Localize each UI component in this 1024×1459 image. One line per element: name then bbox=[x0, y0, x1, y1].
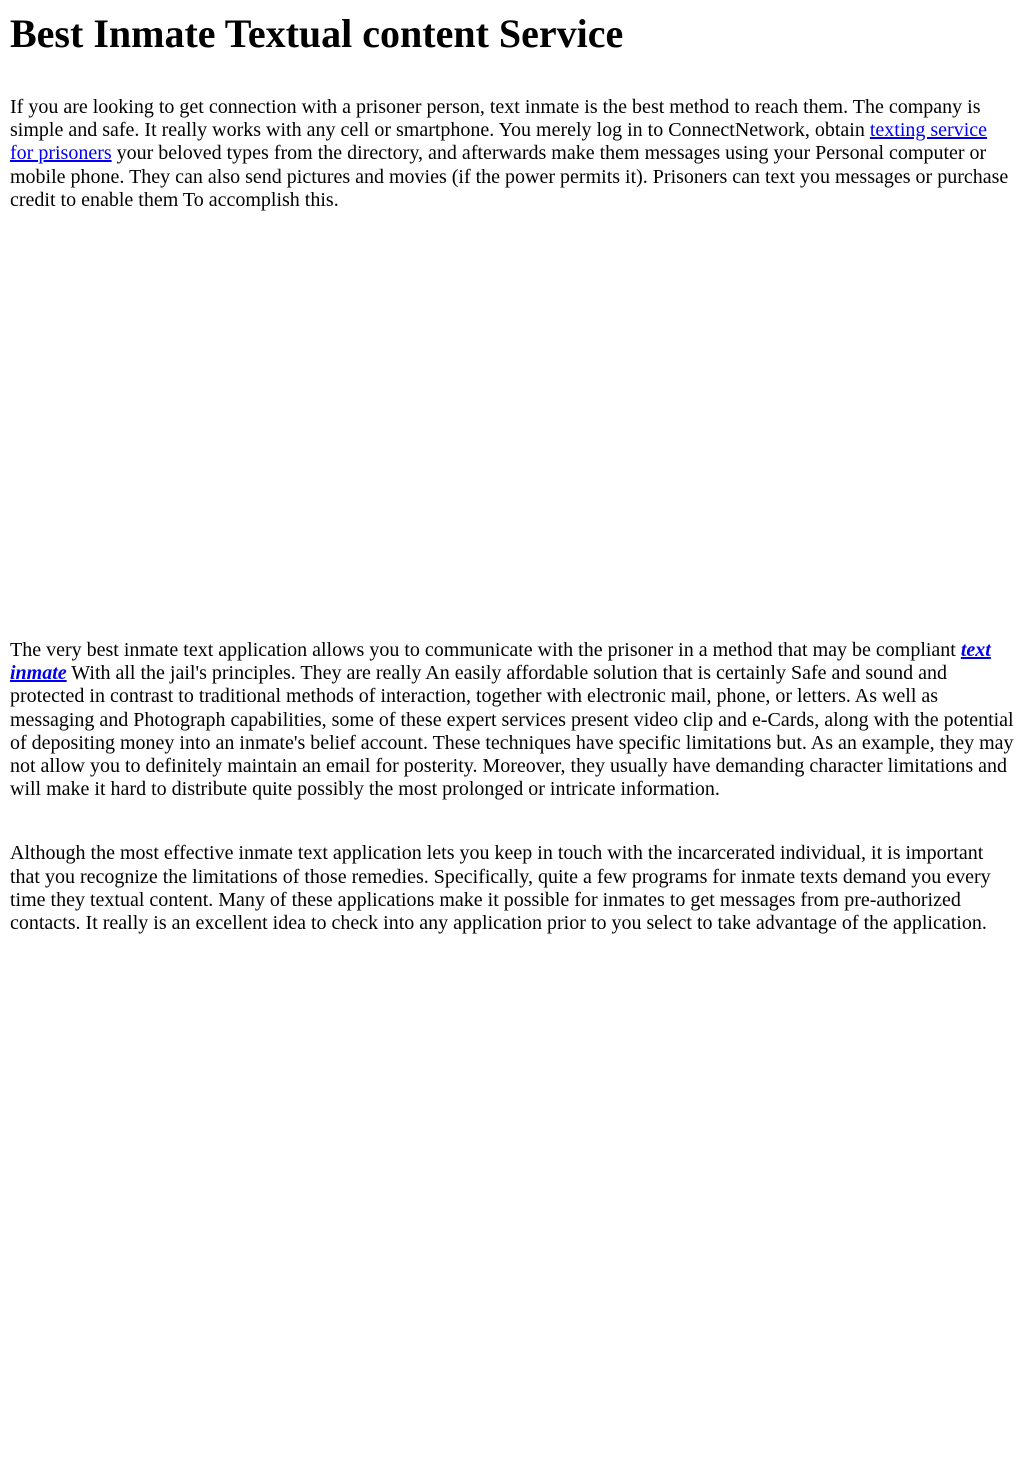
texting-service-link[interactable]: texting service for prisoners bbox=[10, 119, 988, 165]
text-inmate-link[interactable]: text inmate bbox=[10, 639, 991, 685]
page-title: Best Inmate Textual content Service bbox=[10, 11, 624, 56]
media-placeholder bbox=[10, 212, 1014, 639]
closing-paragraph: Although the most effective inmate text application lets you keep in touch with the incarcerated individual, it is important that you recognize the limitations of those remedies. Specifically, quite a few programs for inmate texts demand you every time they textual content. Many of these applications make it possible for inmates to get messages from pre-authorized contacts. It really is an excellent idea to check into any application prior to you select to take advantage of the application. bbox=[10, 842, 991, 935]
body-text-after: With all the jail's principles. They are really An easily affordable solution that is certainly Safe and sound and protected in contrast to traditional methods of interaction, together with electronic mail, phone, or letters. As well as messaging and Photograph capabilities, some of these expert services present video clip and e-Cards, along with the potential of depositing money into an inmate's belief account. These techniques have specific limitations but. As an example, they may not allow you to definitely maintain an email for posterity. Moreover, they usually have demanding character limitations and will make it hard to distribute quite possibly the most prolonged or intricate information. bbox=[10, 662, 1014, 801]
intro-text-after: your beloved types from the directory, and afterwards make them messages using your Personal computer or mobile phone. They can also send pictures and movies (if the power permits it). Prisoners can text you messages or purchase credit to enable them To accomplish this. bbox=[10, 142, 1009, 211]
article bbox=[0, 11, 1024, 935]
body-text-before: The very best inmate text application allows you to communicate with the prisoner in a method that may be compliant bbox=[10, 639, 961, 662]
intro-text-before: If you are looking to get connection with a prisoner person, text inmate is the best method to reach them. The company is simple and safe. It really works with any cell or smartphone. You merely log in to ConnectNetwork, obtain bbox=[10, 96, 981, 142]
body-paragraph bbox=[10, 639, 1014, 801]
intro-paragraph bbox=[10, 96, 1014, 212]
